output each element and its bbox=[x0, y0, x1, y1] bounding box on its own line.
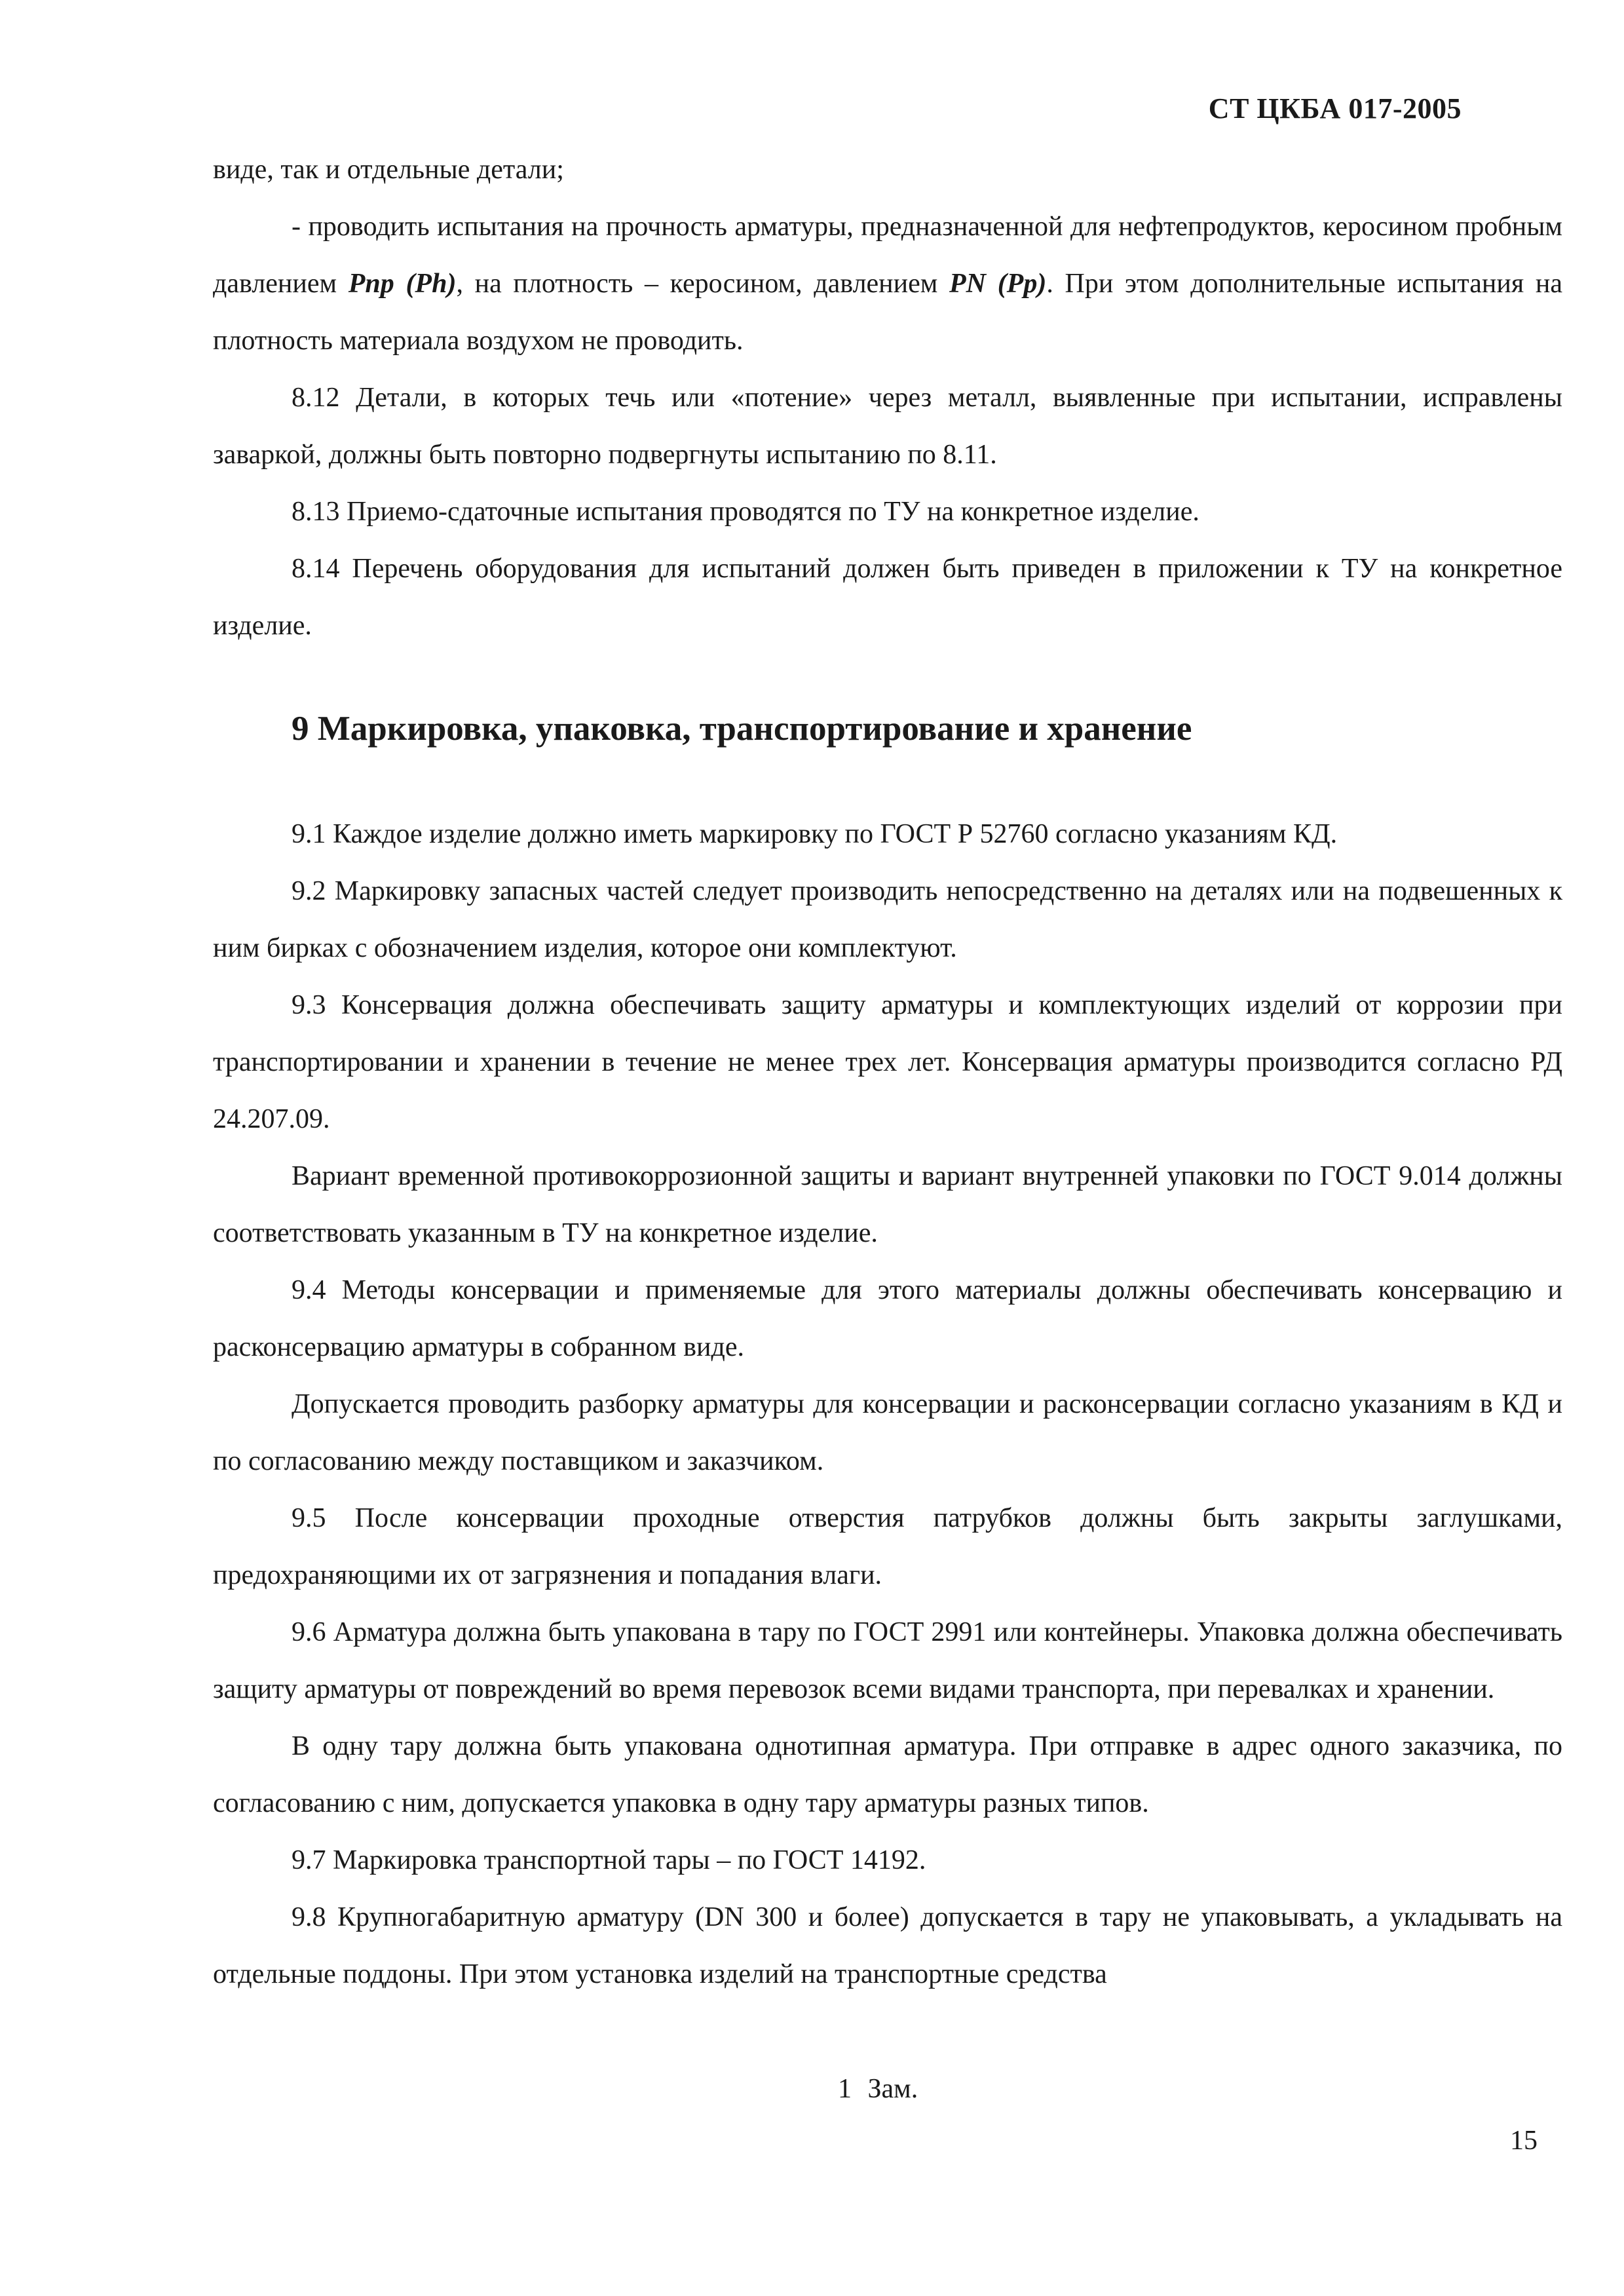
paragraph-9-8: 9.8 Крупногабаритную арматуру (DN 300 и более) допускается в тару не упаковывать, а укладывать на отдельные поддоны. При этом установка изделий на транспортные средства bbox=[213, 1902, 1562, 1989]
paragraph-9-4: 9.4 Методы консервации и применяемые для этого материалы должны обеспечивать консервацию и расконсервацию арматуры в собранном виде. bbox=[213, 1275, 1562, 1362]
paragraph-9-1: 9.1 Каждое изделие должно иметь маркировку по ГОСТ Р 52760 согласно указаниям КД. bbox=[292, 819, 1338, 849]
paragraph-kerosene-test bbox=[213, 199, 1562, 370]
paragraph-9-3: 9.3 Консервация должна обеспечивать защиту арматуры и комплектующих изделий от коррозии при транспортировании и хранении в течение не менее трех лет. Консервация арматуры производится согласно РД 24.207.09. bbox=[213, 990, 1562, 1134]
paragraph-disassembly: Допускается проводить разборку арматуры для консервации и расконсервации согласно указаниям в КД и по согласованию между поставщиком и заказчиком. bbox=[213, 1389, 1562, 1476]
paragraph-same-type-packing: В одну тару должна быть упакована однотипная арматура. При отправке в адрес одного заказчика, по согласованию с ним, допускается упаковка в одну тару арматуры разных типов. bbox=[213, 1731, 1562, 1818]
change-note: 1 Зам. bbox=[838, 2074, 918, 2104]
paragraph-text: - проводить испытания на прочность арматуры, предназначенной для нефтепродуктов, керосином пробным давлением bbox=[213, 212, 1562, 299]
paragraph-9-6: 9.6 Арматура должна быть упакована в тару по ГОСТ 2991 или контейнеры. Упаковка должна обеспечивать защиту арматуры от повреждений во время перевозок всеми видами транспорта, при перевалках и хранении. bbox=[213, 1617, 1562, 1704]
document-body bbox=[213, 142, 1562, 2003]
paragraph-text: . При этом дополнительные испытания на плотность материала воздухом не проводить. bbox=[213, 269, 1563, 356]
paragraph-8-14: 8.14 Перечень оборудования для испытаний должен быть приведен в приложении к ТУ на конкретное изделие. bbox=[213, 554, 1562, 641]
paragraph-9-2: 9.2 Маркировку запасных частей следует производить непосредственно на деталях или на подвешенных к ним бирках с обозначением изделия, которое они комплектуют. bbox=[213, 876, 1562, 963]
pressure-symbol-test: Рпр (Рh) bbox=[348, 269, 457, 299]
paragraph-continuation: виде, так и отдельные детали; bbox=[213, 155, 564, 185]
paragraph-8-12: 8.12 Детали, в которых течь или «потение» через металл, выявленные при испытании, исправлены заваркой, должны быть повторно подвергнуты испытанию по 8.11. bbox=[213, 383, 1562, 470]
paragraph-8-13: 8.13 Приемо-сдаточные испытания проводятся по ТУ на конкретное изделие. bbox=[292, 497, 1199, 527]
paragraph-text: , на плотность – керосином, давлением bbox=[456, 269, 950, 299]
paragraph-corrosion-protection: Вариант временной противокоррозионной защиты и вариант внутренней упаковки по ГОСТ 9.014 должны соответствовать указанным в ТУ на конкретное изделие. bbox=[213, 1161, 1562, 1248]
page-number: 15 bbox=[1510, 2126, 1538, 2156]
pressure-symbol-nominal: PN (Рр) bbox=[949, 269, 1047, 299]
paragraph-9-5: 9.5 После консервации проходные отверстия патрубков должны быть закрыты заглушками, предохраняющими их от загрязнения и попадания влаги. bbox=[213, 1503, 1562, 1590]
document-code-header: СТ ЦКБА 017-2005 bbox=[1208, 92, 1462, 124]
paragraph-9-7: 9.7 Маркировка транспортной тары – по ГОСТ 14192. bbox=[292, 1845, 926, 1875]
section-heading: 9 Маркировка, упаковка, транспортирование и хранение bbox=[292, 710, 1192, 748]
